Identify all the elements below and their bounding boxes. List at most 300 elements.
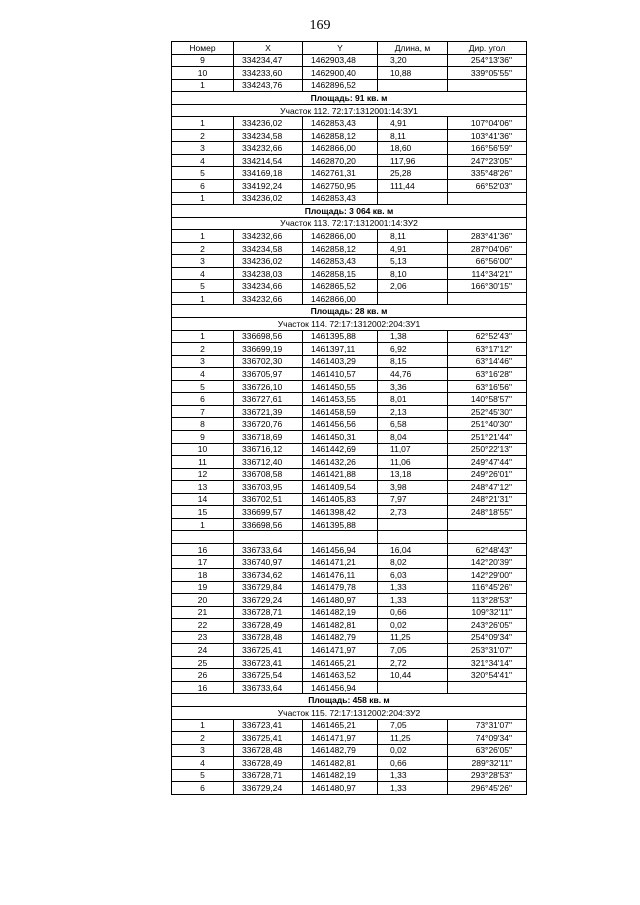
x-coordinate-cell: 336729,24 [234,782,303,795]
point-number-cell: 2 [172,242,234,255]
table-row [172,129,527,142]
direction-angle-cell: 289°32'11" [448,757,527,770]
length-cell: 3,36 [378,380,448,393]
point-number-cell: 3 [172,142,234,155]
length-cell: 4,91 [378,117,448,130]
length-cell: 0,66 [378,757,448,770]
direction-angle-cell: 63°14'46" [448,355,527,368]
table-row [172,192,527,205]
table-row [172,744,527,757]
point-number-cell: 5 [172,167,234,180]
length-cell: 11,06 [378,456,448,469]
point-number-cell: 3 [172,355,234,368]
parcel-title: Участок 114. 72:17:1312002:204:ЗУ1 [172,318,527,331]
x-coordinate-cell: 336699,57 [234,506,303,519]
x-coordinate-cell [234,531,303,544]
y-coordinate-cell: 1462903,48 [303,54,378,67]
x-coordinate-cell: 336725,41 [234,732,303,745]
table-row [172,506,527,519]
x-coordinate-cell: 334234,66 [234,280,303,293]
table-row [172,681,527,694]
y-coordinate-cell [303,531,378,544]
parcel-row [172,706,527,719]
point-number-cell: 10 [172,67,234,80]
x-coordinate-cell: 336716,12 [234,443,303,456]
table-header [172,42,527,55]
length-cell: 0,66 [378,606,448,619]
y-coordinate-cell: 1461471,97 [303,644,378,657]
parcel-row [172,318,527,331]
table-row [172,644,527,657]
table-row [172,54,527,67]
table-row [172,380,527,393]
table-row [172,167,527,180]
point-number-cell: 5 [172,380,234,393]
x-coordinate-cell: 334169,18 [234,167,303,180]
point-number-cell: 2 [172,343,234,356]
x-coordinate-cell: 336729,84 [234,581,303,594]
direction-angle-cell: 142°20'39" [448,556,527,569]
direction-angle-cell: 248°21'31" [448,493,527,506]
length-cell: 1,33 [378,769,448,782]
length-cell: 111,44 [378,180,448,193]
length-cell: 0,02 [378,619,448,632]
x-coordinate-cell: 336703,95 [234,481,303,494]
point-number-cell: 3 [172,255,234,268]
point-number-cell: 3 [172,744,234,757]
table-row [172,757,527,770]
x-coordinate-cell: 336699,19 [234,343,303,356]
table-row [172,117,527,130]
x-coordinate-cell: 336728,71 [234,769,303,782]
header-y: Y [303,42,378,55]
table-row [172,631,527,644]
y-coordinate-cell: 1461471,97 [303,732,378,745]
point-number-cell: 18 [172,568,234,581]
direction-angle-cell [448,79,527,92]
length-cell: 8,10 [378,267,448,280]
direction-angle-cell: 62°52'43" [448,330,527,343]
y-coordinate-cell: 1462866,00 [303,230,378,243]
y-coordinate-cell: 1461456,94 [303,681,378,694]
y-coordinate-cell: 1461397,11 [303,343,378,356]
x-coordinate-cell: 334192,24 [234,180,303,193]
y-coordinate-cell: 1461403,29 [303,355,378,368]
table-row [172,430,527,443]
length-cell: 11,07 [378,443,448,456]
y-coordinate-cell: 1462896,52 [303,79,378,92]
direction-angle-cell: 140°58'57" [448,393,527,406]
header-row [172,42,527,55]
direction-angle-cell: 248°47'12" [448,481,527,494]
y-coordinate-cell: 1461450,55 [303,380,378,393]
x-coordinate-cell: 336725,54 [234,669,303,682]
table-body [172,54,527,794]
point-number-cell: 2 [172,732,234,745]
y-coordinate-cell: 1462858,15 [303,267,378,280]
length-cell: 4,91 [378,242,448,255]
y-coordinate-cell: 1461442,69 [303,443,378,456]
direction-angle-cell: 103°41'36" [448,129,527,142]
direction-angle-cell: 63°17'12" [448,343,527,356]
x-coordinate-cell: 334233,60 [234,67,303,80]
x-coordinate-cell: 334234,58 [234,242,303,255]
y-coordinate-cell: 1461421,88 [303,468,378,481]
table-row [172,556,527,569]
length-cell: 2,13 [378,405,448,418]
direction-angle-cell: 249°26'01" [448,468,527,481]
table-row [172,782,527,795]
direction-angle-cell: 339°05'55" [448,67,527,80]
length-cell: 13,18 [378,468,448,481]
y-coordinate-cell: 1461482,81 [303,757,378,770]
length-cell: 1,38 [378,330,448,343]
length-cell: 8,15 [378,355,448,368]
length-cell: 5,13 [378,255,448,268]
point-number-cell [172,531,234,544]
length-cell: 1,33 [378,782,448,795]
parcel-title: Участок 113. 72:17:1312001:14:ЗУ2 [172,217,527,230]
direction-angle-cell: 116°45'26" [448,581,527,594]
direction-angle-cell: 283°41'36" [448,230,527,243]
length-cell [378,518,448,531]
y-coordinate-cell: 1462853,43 [303,117,378,130]
x-coordinate-cell: 336725,41 [234,644,303,657]
point-number-cell: 1 [172,330,234,343]
table-row [172,619,527,632]
area-row [172,205,527,218]
y-coordinate-cell: 1461395,88 [303,330,378,343]
y-coordinate-cell: 1461482,79 [303,744,378,757]
point-number-cell: 8 [172,418,234,431]
length-cell [378,292,448,305]
x-coordinate-cell: 334236,02 [234,255,303,268]
direction-angle-cell: 66°52'03" [448,180,527,193]
y-coordinate-cell: 1462761,31 [303,167,378,180]
direction-angle-cell: 247°23'05" [448,154,527,167]
direction-angle-cell: 249°47'44" [448,456,527,469]
table-row [172,481,527,494]
y-coordinate-cell: 1461405,83 [303,493,378,506]
direction-angle-cell: 296°45'26" [448,782,527,795]
y-coordinate-cell: 1461479,78 [303,581,378,594]
direction-angle-cell: 107°04'06" [448,117,527,130]
y-coordinate-cell: 1462900,40 [303,67,378,80]
y-coordinate-cell: 1461456,94 [303,543,378,556]
table-row [172,79,527,92]
x-coordinate-cell: 334232,66 [234,230,303,243]
x-coordinate-cell: 336727,61 [234,393,303,406]
direction-angle-cell: 142°29'00" [448,568,527,581]
header-length: Длина, м [378,42,448,55]
x-coordinate-cell: 334232,66 [234,292,303,305]
point-number-cell: 1 [172,518,234,531]
length-cell: 16,04 [378,543,448,556]
y-coordinate-cell: 1461456,56 [303,418,378,431]
direction-angle-cell: 66°56'00" [448,255,527,268]
length-cell: 7,05 [378,644,448,657]
x-coordinate-cell: 336729,24 [234,594,303,607]
y-coordinate-cell: 1461398,42 [303,506,378,519]
direction-angle-cell: 293°28'53" [448,769,527,782]
point-number-cell: 6 [172,180,234,193]
x-coordinate-cell: 334238,03 [234,267,303,280]
point-number-cell: 6 [172,393,234,406]
point-number-cell: 10 [172,443,234,456]
x-coordinate-cell: 336726,10 [234,380,303,393]
x-coordinate-cell: 336708,58 [234,468,303,481]
point-number-cell: 4 [172,757,234,770]
point-number-cell: 4 [172,368,234,381]
direction-angle-cell: 251°40'30" [448,418,527,431]
y-coordinate-cell: 1461458,59 [303,405,378,418]
direction-angle-cell: 63°16'28" [448,368,527,381]
point-number-cell: 16 [172,543,234,556]
table-row [172,255,527,268]
direction-angle-cell [448,681,527,694]
point-number-cell: 26 [172,669,234,682]
length-cell: 2,06 [378,280,448,293]
direction-angle-cell: 321°34'14" [448,656,527,669]
y-coordinate-cell: 1462853,43 [303,192,378,205]
table-row [172,543,527,556]
point-number-cell: 9 [172,54,234,67]
length-cell: 10,88 [378,67,448,80]
table-row [172,330,527,343]
y-coordinate-cell: 1461476,11 [303,568,378,581]
table-row [172,656,527,669]
y-coordinate-cell: 1461395,88 [303,518,378,531]
x-coordinate-cell: 334232,66 [234,142,303,155]
direction-angle-cell: 287°04'06" [448,242,527,255]
table-row [172,418,527,431]
table-row [172,180,527,193]
point-number-cell: 13 [172,481,234,494]
x-coordinate-cell: 336705,97 [234,368,303,381]
table-row [172,355,527,368]
length-cell: 7,05 [378,719,448,732]
table-row [172,393,527,406]
point-number-cell: 25 [172,656,234,669]
y-coordinate-cell: 1462866,00 [303,292,378,305]
x-coordinate-cell: 336698,56 [234,330,303,343]
area-summary: Площадь: 91 кв. м [172,92,527,105]
length-cell: 44,76 [378,368,448,381]
table-row [172,343,527,356]
table-row [172,568,527,581]
table-row [172,594,527,607]
point-number-cell: 7 [172,405,234,418]
direction-angle-cell: 335°48'26" [448,167,527,180]
x-coordinate-cell: 336698,56 [234,518,303,531]
x-coordinate-cell: 336728,48 [234,631,303,644]
point-number-cell: 1 [172,79,234,92]
x-coordinate-cell: 336721,39 [234,405,303,418]
direction-angle-cell: 250°22'13" [448,443,527,456]
direction-angle-cell: 253°31'07" [448,644,527,657]
direction-angle-cell: 248°18'55" [448,506,527,519]
direction-angle-cell: 73°31'07" [448,719,527,732]
y-coordinate-cell: 1461480,97 [303,594,378,607]
area-summary: Площадь: 28 кв. м [172,305,527,318]
point-number-cell: 12 [172,468,234,481]
table-row [172,669,527,682]
length-cell: 2,72 [378,656,448,669]
length-cell: 11,25 [378,631,448,644]
point-number-cell: 14 [172,493,234,506]
direction-angle-cell: 251°21'44" [448,430,527,443]
y-coordinate-cell: 1462865,52 [303,280,378,293]
x-coordinate-cell: 336728,48 [234,744,303,757]
direction-angle-cell [448,292,527,305]
table-row [172,154,527,167]
length-cell [378,192,448,205]
table-row [172,292,527,305]
parcel-title: Участок 115. 72:17:1312002:204:ЗУ2 [172,706,527,719]
table-row [172,280,527,293]
table-row [172,606,527,619]
point-number-cell: 23 [172,631,234,644]
x-coordinate-cell: 334236,02 [234,192,303,205]
table-row [172,456,527,469]
direction-angle-cell: 243°26'05" [448,619,527,632]
point-number-cell: 1 [172,230,234,243]
table-row [172,581,527,594]
direction-angle-cell: 252°45'30" [448,405,527,418]
length-cell: 7,97 [378,493,448,506]
direction-angle-cell: 254°09'34" [448,631,527,644]
length-cell: 6,58 [378,418,448,431]
y-coordinate-cell: 1461480,97 [303,782,378,795]
length-cell: 8,04 [378,430,448,443]
point-number-cell: 2 [172,129,234,142]
x-coordinate-cell: 336733,64 [234,543,303,556]
direction-angle-cell [448,531,527,544]
x-coordinate-cell: 336733,64 [234,681,303,694]
length-cell [378,79,448,92]
y-coordinate-cell: 1461463,52 [303,669,378,682]
length-cell: 0,02 [378,744,448,757]
length-cell: 2,73 [378,506,448,519]
y-coordinate-cell: 1461482,19 [303,606,378,619]
table-row [172,732,527,745]
table-row [172,468,527,481]
area-summary: Площадь: 458 кв. м [172,694,527,707]
x-coordinate-cell: 336720,76 [234,418,303,431]
x-coordinate-cell: 336718,69 [234,430,303,443]
length-cell: 117,96 [378,154,448,167]
y-coordinate-cell: 1461465,21 [303,719,378,732]
x-coordinate-cell: 336723,41 [234,719,303,732]
direction-angle-cell: 166°30'15" [448,280,527,293]
direction-angle-cell: 166°56'59" [448,142,527,155]
y-coordinate-cell: 1462750,95 [303,180,378,193]
y-coordinate-cell: 1461482,19 [303,769,378,782]
y-coordinate-cell: 1461482,81 [303,619,378,632]
length-cell: 6,03 [378,568,448,581]
point-number-cell: 21 [172,606,234,619]
y-coordinate-cell: 1461450,31 [303,430,378,443]
table-row [172,531,527,544]
length-cell: 8,01 [378,393,448,406]
header-x: X [234,42,303,55]
y-coordinate-cell: 1461471,21 [303,556,378,569]
y-coordinate-cell: 1462858,12 [303,242,378,255]
point-number-cell: 20 [172,594,234,607]
x-coordinate-cell: 334234,47 [234,54,303,67]
table-row [172,242,527,255]
point-number-cell: 1 [172,719,234,732]
length-cell: 8,11 [378,230,448,243]
length-cell: 8,02 [378,556,448,569]
parcel-row [172,104,527,117]
y-coordinate-cell: 1462870,20 [303,154,378,167]
header-direction-angle: Дир. угол [448,42,527,55]
x-coordinate-cell: 336728,49 [234,619,303,632]
point-number-cell: 4 [172,154,234,167]
table-row [172,67,527,80]
length-cell: 18,60 [378,142,448,155]
area-summary: Площадь: 3 064 кв. м [172,205,527,218]
length-cell: 10,44 [378,669,448,682]
table-row [172,518,527,531]
x-coordinate-cell: 336740,97 [234,556,303,569]
table-row [172,267,527,280]
y-coordinate-cell: 1461410,57 [303,368,378,381]
direction-angle-cell: 320°54'41" [448,669,527,682]
y-coordinate-cell: 1461432,26 [303,456,378,469]
point-number-cell: 15 [172,506,234,519]
direction-angle-cell: 63°16'56" [448,380,527,393]
direction-angle-cell: 254°13'36" [448,54,527,67]
point-number-cell: 5 [172,280,234,293]
length-cell: 11,25 [378,732,448,745]
point-number-cell: 1 [172,192,234,205]
y-coordinate-cell: 1461465,21 [303,656,378,669]
x-coordinate-cell: 336712,40 [234,456,303,469]
y-coordinate-cell: 1462858,12 [303,129,378,142]
table-row [172,142,527,155]
coordinates-table [171,41,527,795]
length-cell: 25,28 [378,167,448,180]
table-row [172,493,527,506]
table-row [172,230,527,243]
point-number-cell: 17 [172,556,234,569]
point-number-cell: 11 [172,456,234,469]
x-coordinate-cell: 334236,02 [234,117,303,130]
length-cell: 3,20 [378,54,448,67]
x-coordinate-cell: 334234,58 [234,129,303,142]
direction-angle-cell: 109°32'11" [448,606,527,619]
y-coordinate-cell: 1461453,55 [303,393,378,406]
direction-angle-cell [448,518,527,531]
length-cell [378,681,448,694]
table-row [172,368,527,381]
direction-angle-cell: 63°26'05" [448,744,527,757]
area-row [172,92,527,105]
direction-angle-cell: 74°09'34" [448,732,527,745]
header-number: Номер [172,42,234,55]
parcel-row [172,217,527,230]
point-number-cell: 1 [172,292,234,305]
point-number-cell: 24 [172,644,234,657]
length-cell: 1,33 [378,581,448,594]
x-coordinate-cell: 336702,30 [234,355,303,368]
area-row [172,305,527,318]
x-coordinate-cell: 336728,71 [234,606,303,619]
y-coordinate-cell: 1462853,43 [303,255,378,268]
page-number: 169 [309,18,331,33]
